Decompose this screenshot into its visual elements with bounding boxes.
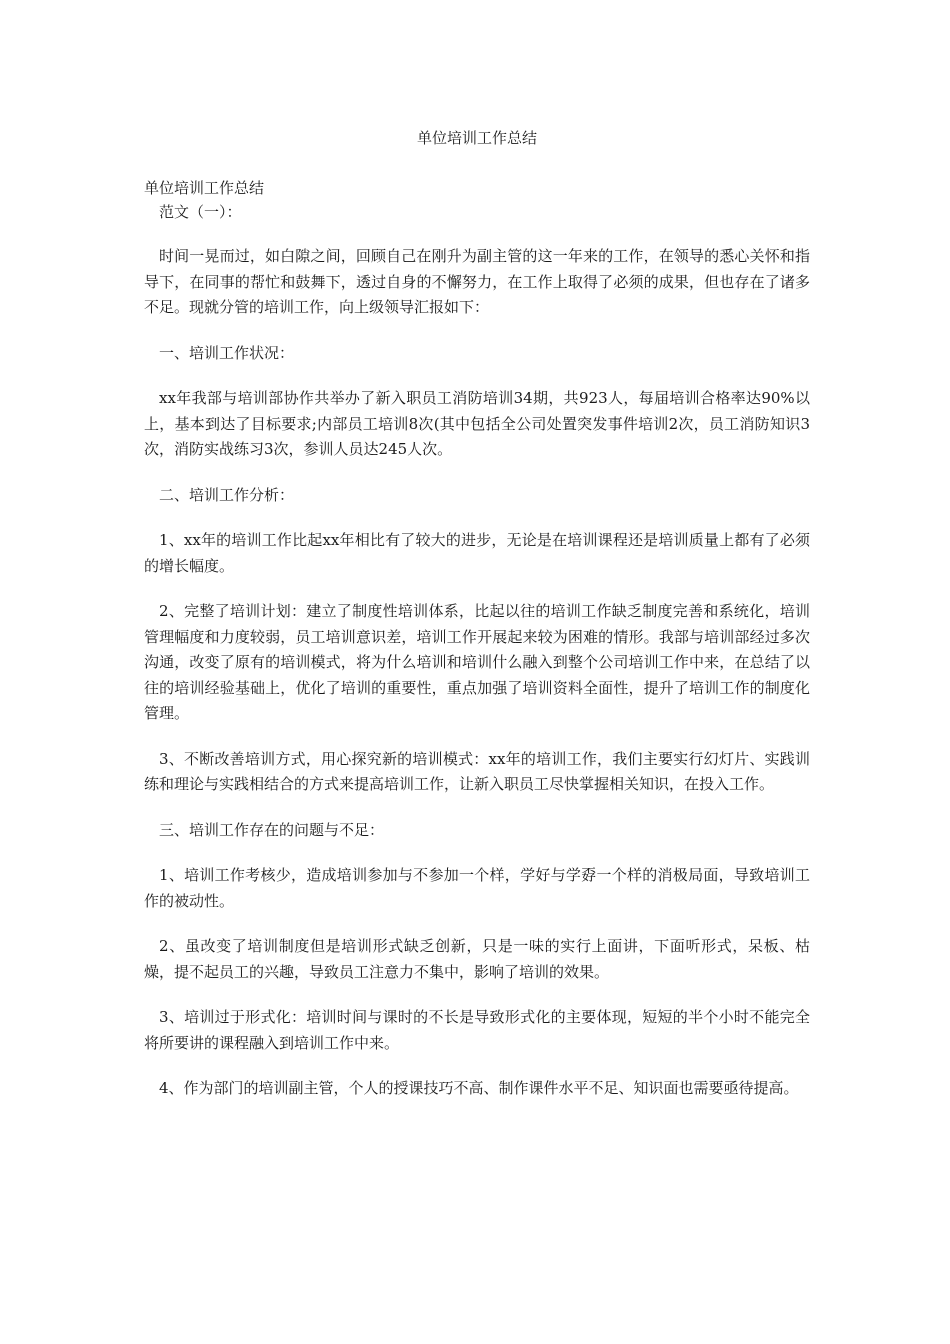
section-heading-problems: 三、培训工作存在的问题与不足： bbox=[159, 820, 385, 839]
sample-label: 范文（一）： bbox=[159, 203, 242, 221]
paragraph-analysis-1: 1、xx年的培训工作比起xx年相比有了较大的进步，无论是在培训课程还是培训质量上都有了必须的增长幅度。 bbox=[144, 531, 810, 575]
section-heading-status: 一、培训工作状况： bbox=[159, 343, 295, 362]
paragraph-problem-3: 3、培训过于形式化：培训时间与课时的不长是导致形式化的主要体现，短短的半个小时不能完全将所要讲的课程融入到培训工作中来。 bbox=[144, 1008, 810, 1052]
paragraph-analysis-2: 2、完整了培训计划：建立了制度性培训体系，比起以往的培训工作缺乏制度完善和系统化，培训管理幅度和力度较弱，员工培训意识差，培训工作开展起来较为困难的情形。我部与培训部经过多次沟通，改变了原有的培训模式，将为什么培训和培训什么融入到整个公司培训工作中来，在总结了以往的培训经验基础上，优化了培训的重要性，重点加强了培训资料全面性，提升了培训工作的制度化管理。 bbox=[144, 602, 810, 722]
paragraph-problem-4: 4、作为部门的培训副主管，个人的授课技巧不高、制作课件水平不足、知识面也需要亟待提高。 bbox=[159, 1079, 799, 1097]
document-title: 单位培训工作总结 bbox=[416, 129, 537, 147]
paragraph-problem-1: 1、培训工作考核少，造成培训参加与不参加一个样，学好与学孬一个样的消极局面，导致培训工作的被动性。 bbox=[144, 866, 810, 910]
paragraph-status: xx年我部与培训部协作共举办了新入职员工消防培训34期，共923人，每届培训合格率达90%以上，基本到达了目标要求;内部员工培训8次(其中包括全公司处置突发事件培训2次，员工消防知识3次，消防实战练习3次，参训人员达245人次。 bbox=[144, 389, 810, 458]
paragraph-problem-2: 2、虽改变了培训制度但是培训形式缺乏创新，只是一味的实行上面讲，下面听形式，呆板、枯燥，提不起员工的兴趣，导致员工注意力不集中，影响了培训的效果。 bbox=[144, 937, 810, 981]
paragraph-analysis-3: 3、不断改善培训方式，用心探究新的培训模式：xx年的培训工作，我们主要实行幻灯片、实践训练和理论与实践相结合的方式来提高培训工作，让新入职员工尽快掌握相关知识，在投入工作。 bbox=[144, 749, 810, 793]
section-heading-analysis: 二、培训工作分析： bbox=[159, 485, 295, 504]
paragraph-intro: 时间一晃而过，如白隙之间，回顾自己在刚升为副主管的这一年来的工作，在领导的悉心关怀和指导下，在同事的帮忙和鼓舞下，透过自身的不懈努力，在工作上取得了必须的成果，但也存在了诸多不足。现就分管的培训工作，向上级领导汇报如下： bbox=[144, 247, 810, 316]
document-body bbox=[144, 176, 810, 1102]
document-subtitle: 单位培训工作总结 bbox=[144, 179, 265, 197]
